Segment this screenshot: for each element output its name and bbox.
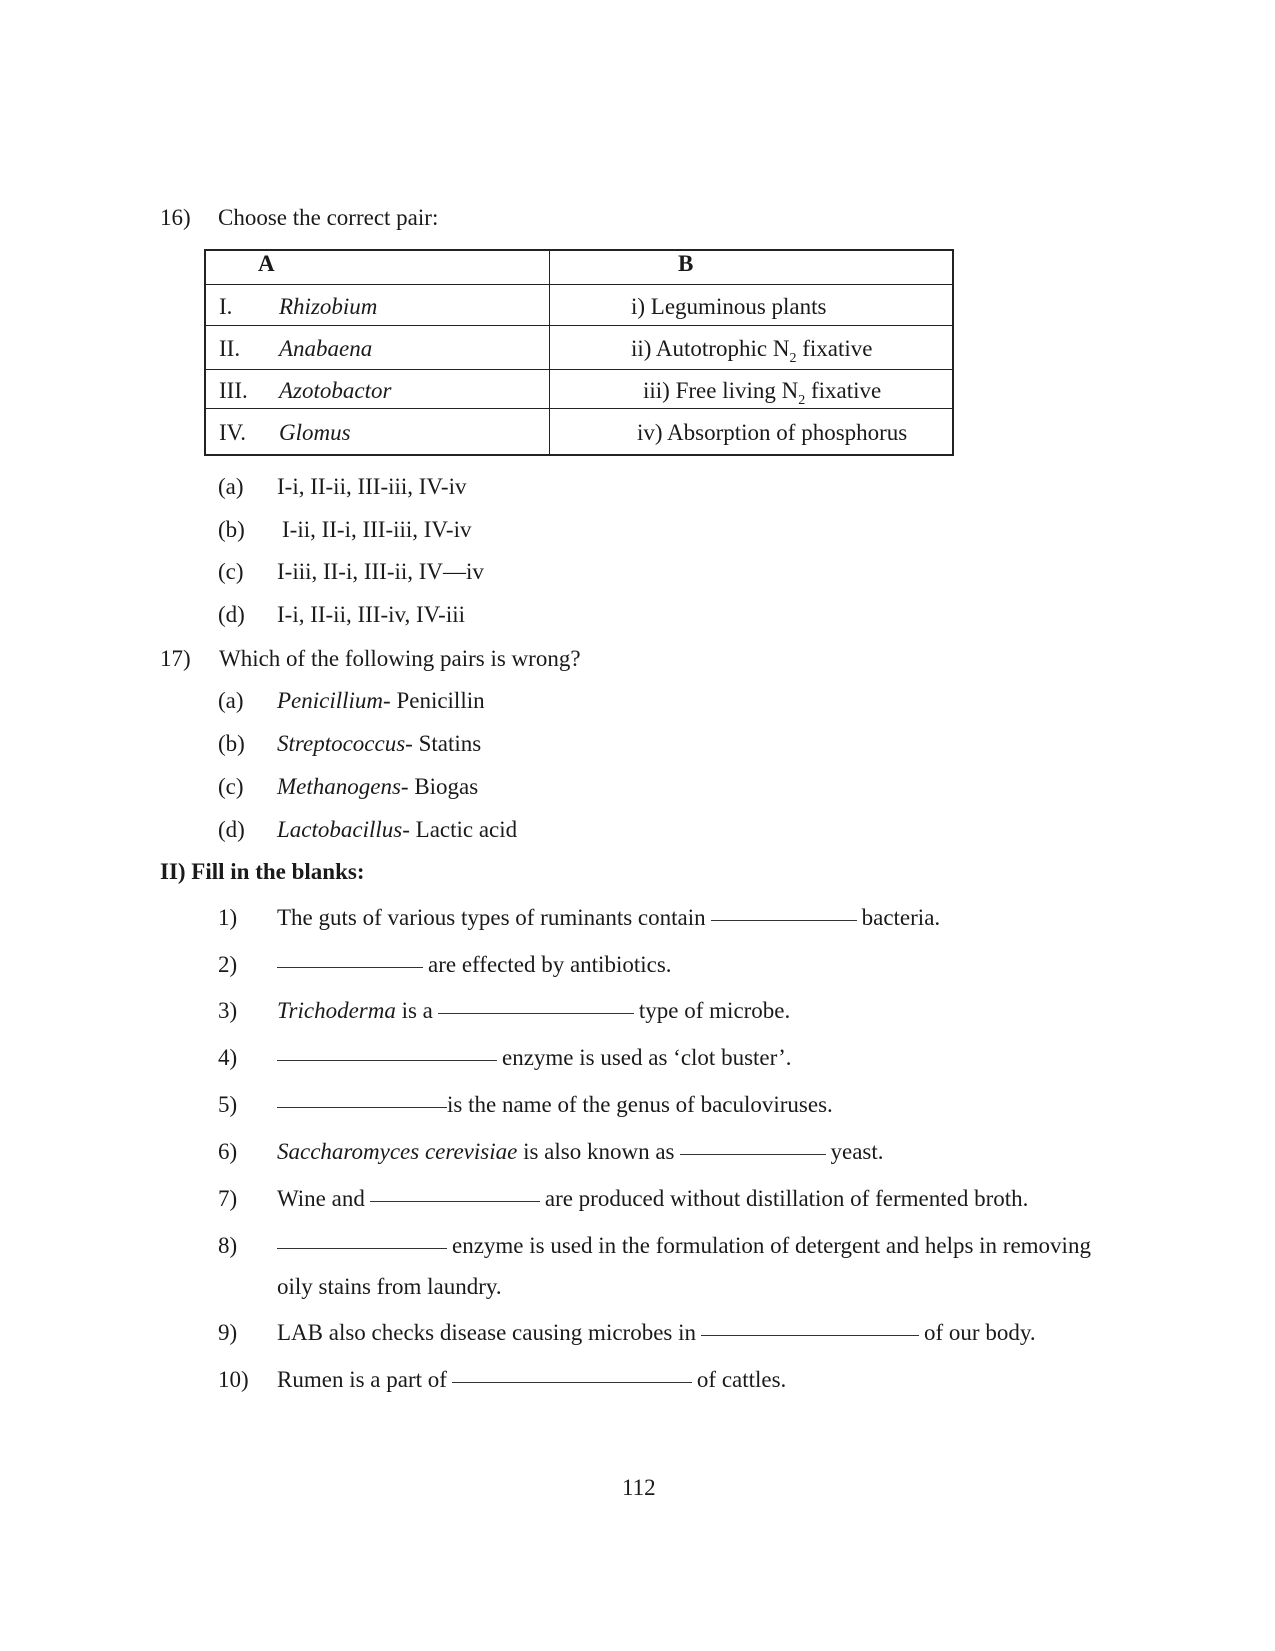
blank-item-text: Wine and are produced without distillation of fermented broth. — [277, 1186, 1029, 1211]
blank-item-text: The guts of various types of ruminants contain bacteria. — [277, 905, 941, 930]
row-3-roman: III. — [219, 378, 248, 403]
section-heading: II) Fill in the blanks: — [160, 859, 365, 884]
q17-option-text: Penicillium- Penicillin — [277, 688, 485, 713]
row-4-roman: IV. — [219, 420, 247, 445]
column-b-header: B — [678, 251, 694, 276]
question-16-number: 16) — [160, 205, 191, 230]
blank-item-text: enzyme is used as ‘clot buster’. — [272, 1046, 792, 1069]
q17-option-label: (d) — [218, 817, 245, 842]
row-3-organism: Azotobactor — [279, 378, 392, 403]
q16-option-label: (c) — [218, 559, 244, 584]
q17-option-text: Methanogens- Biogas — [277, 774, 479, 799]
row-2-organism: Anabaena — [279, 336, 373, 361]
question-17-text: Which of the following pairs is wrong? — [219, 646, 581, 671]
blank-item-text: LAB also checks disease causing microbes in of our body. — [277, 1320, 1036, 1345]
blank-item-number: 1) — [218, 905, 238, 930]
row-1-organism: Rhizobium — [279, 294, 378, 319]
column-a-header: A — [258, 251, 275, 276]
blank-item-number: 3) — [218, 998, 238, 1023]
q17-option-text: Lactobacillus- Lactic acid — [277, 817, 518, 842]
blank-item-number: 4) — [218, 1045, 238, 1070]
blank-item-number: 5) — [218, 1092, 238, 1117]
blank-item-number: 7) — [218, 1186, 238, 1211]
q16-option-label: (d) — [218, 602, 245, 627]
question-16-text: Choose the correct pair: — [218, 205, 439, 230]
row-2-description: ii) Autotrophic $N_2$ fixative — [631, 336, 873, 366]
row-2-roman: II. — [219, 336, 241, 361]
blank-item-continuation: oily stains from laundry. — [277, 1274, 502, 1299]
blank-item-text: enzyme is used in the formulation of detergent and helps in removing — [272, 1234, 1091, 1257]
blank-item-number: 2) — [218, 952, 238, 977]
q16-option-text: I-ii, II-i, III-iii, IV-iv — [282, 517, 472, 542]
question-17-number: 17) — [160, 646, 191, 671]
blank-item-text: Rumen is a part of of cattles. — [277, 1367, 787, 1392]
q16-option-label: (b) — [218, 517, 245, 542]
matching-table — [204, 249, 954, 456]
blank-item-text: are effected by antibiotics. — [272, 953, 672, 976]
row-4-organism: Glomus — [279, 420, 351, 445]
row-1-description: i) Leguminous plants — [631, 294, 827, 319]
blank-item-number: 6) — [218, 1139, 238, 1164]
page-number: 112 — [622, 1475, 656, 1500]
blank-item-number: 9) — [218, 1320, 238, 1345]
blank-item-text: Trichoderma is a type of microbe. — [277, 998, 791, 1023]
q16-option-text: I-i, II-ii, III-iii, IV-iv — [277, 474, 467, 499]
q17-option-label: (a) — [218, 688, 244, 713]
q16-option-text: I-iii, II-i, III-ii, IV—iv — [277, 559, 484, 584]
q17-option-label: (c) — [218, 774, 244, 799]
blank-item-number: 8) — [218, 1233, 238, 1258]
blank-item-text: is the name of the genus of baculoviruses. — [272, 1093, 833, 1116]
q17-option-text: Streptococcus- Statins — [277, 731, 482, 756]
row-4-description: iv) Absorption of phosphorus — [637, 420, 908, 445]
row-1-roman: I. — [219, 294, 233, 319]
blank-item-text: Saccharomyces cerevisiae is also known as yeast. — [277, 1139, 884, 1164]
q16-option-label: (a) — [218, 474, 244, 499]
q16-option-text: I-i, II-ii, III-iv, IV-iii — [277, 602, 465, 627]
row-3-description: iii) Free living $N_2$ fixative — [643, 378, 882, 408]
blank-item-number: 10) — [218, 1367, 249, 1392]
q17-option-label: (b) — [218, 731, 245, 756]
